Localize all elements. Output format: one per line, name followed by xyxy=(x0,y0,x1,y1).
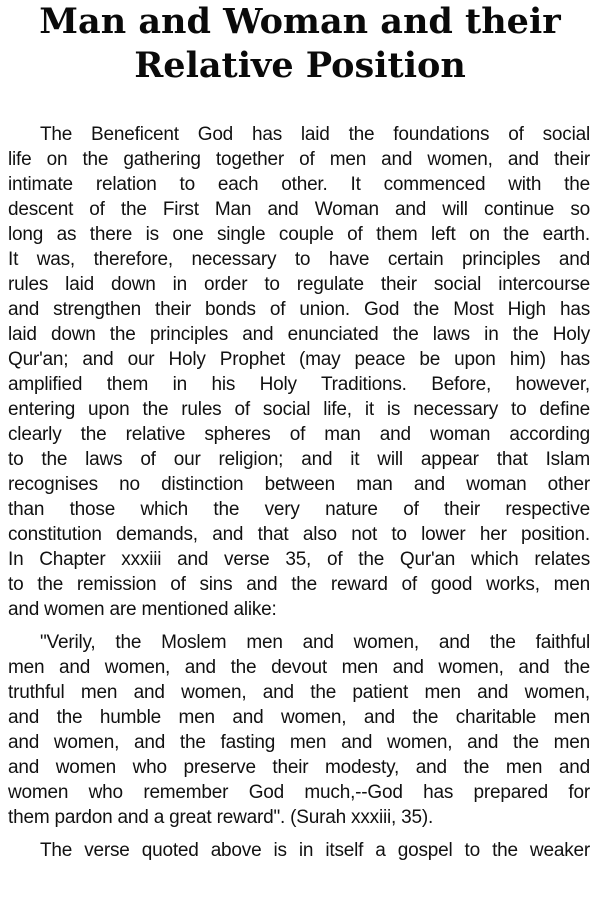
paragraph-line: life on the gathering together of men and women, and their xyxy=(8,149,590,170)
paragraph-line: to the remission of sins and the reward of good works, men xyxy=(8,574,590,595)
paragraph-line: and women who preserve their modesty, and the men and xyxy=(8,757,590,778)
paragraph-line: than those which the very nature of their respective xyxy=(8,499,590,520)
chapter-title-line-2: Relative Position xyxy=(134,45,466,86)
paragraph-line: In Chapter xxxiii and verse 35, of the Qur'an which relates xyxy=(8,549,590,570)
paragraph-line: entering upon the rules of social life, it is necessary to define xyxy=(8,399,590,420)
paragraph-line: and women, and the fasting men and women, and the men xyxy=(8,732,590,753)
paragraph-line: intimate relation to each other. It commenced with the xyxy=(8,174,590,195)
paragraph-line: The Beneficent God has laid the foundations of social xyxy=(40,124,590,145)
paragraph-line: The verse quoted above is in itself a gospel to the weaker xyxy=(40,840,590,861)
paragraph-line: men and women, and the devout men and women, and the xyxy=(8,657,590,678)
paragraph-line: laid down the principles and enunciated the laws in the Holy xyxy=(8,324,590,345)
paragraph-line: to the laws of our religion; and it will appear that Islam xyxy=(8,449,590,470)
paragraph-line: It was, therefore, necessary to have certain principles and xyxy=(8,249,590,270)
paragraph-line: them pardon and a great reward". (Surah xxxiii, 35). xyxy=(8,807,434,828)
paragraph-line: Qur'an; and our Holy Prophet (may peace be upon him) has xyxy=(8,349,590,370)
paragraph-line: descent of the First Man and Woman and will continue so xyxy=(8,199,590,220)
paragraph-line: and strengthen their bonds of union. God the Most High has xyxy=(8,299,590,320)
paragraph-line: women who remember God much,--God has prepared for xyxy=(8,782,590,803)
paragraph-line: and the humble men and women, and the charitable men xyxy=(8,707,590,728)
paragraph-line: and women are mentioned alike: xyxy=(8,599,277,620)
chapter-title xyxy=(0,0,600,88)
paragraph-line: rules laid down in order to regulate their social intercourse xyxy=(8,274,590,295)
paragraph-line: clearly the relative spheres of man and woman according xyxy=(8,424,590,445)
paragraph-line: "Verily, the Moslem men and women, and the faithful xyxy=(40,632,590,653)
paragraph-2-quotation xyxy=(0,630,600,830)
paragraph-3 xyxy=(0,838,600,863)
paragraph-1 xyxy=(0,122,600,622)
paragraph-line: recognises no distinction between man and woman other xyxy=(8,474,590,495)
paragraph-line: amplified them in his Holy Traditions. Before, however, xyxy=(8,374,590,395)
chapter-title-line-1: Man and Woman and their xyxy=(39,1,561,42)
paragraph-line: constitution demands, and that also not to lower her position. xyxy=(8,524,590,545)
chapter-body xyxy=(0,122,600,863)
paragraph-line: truthful men and women, and the patient men and women, xyxy=(8,682,590,703)
paragraph-line: long as there is one single couple of them left on the earth. xyxy=(8,224,590,245)
